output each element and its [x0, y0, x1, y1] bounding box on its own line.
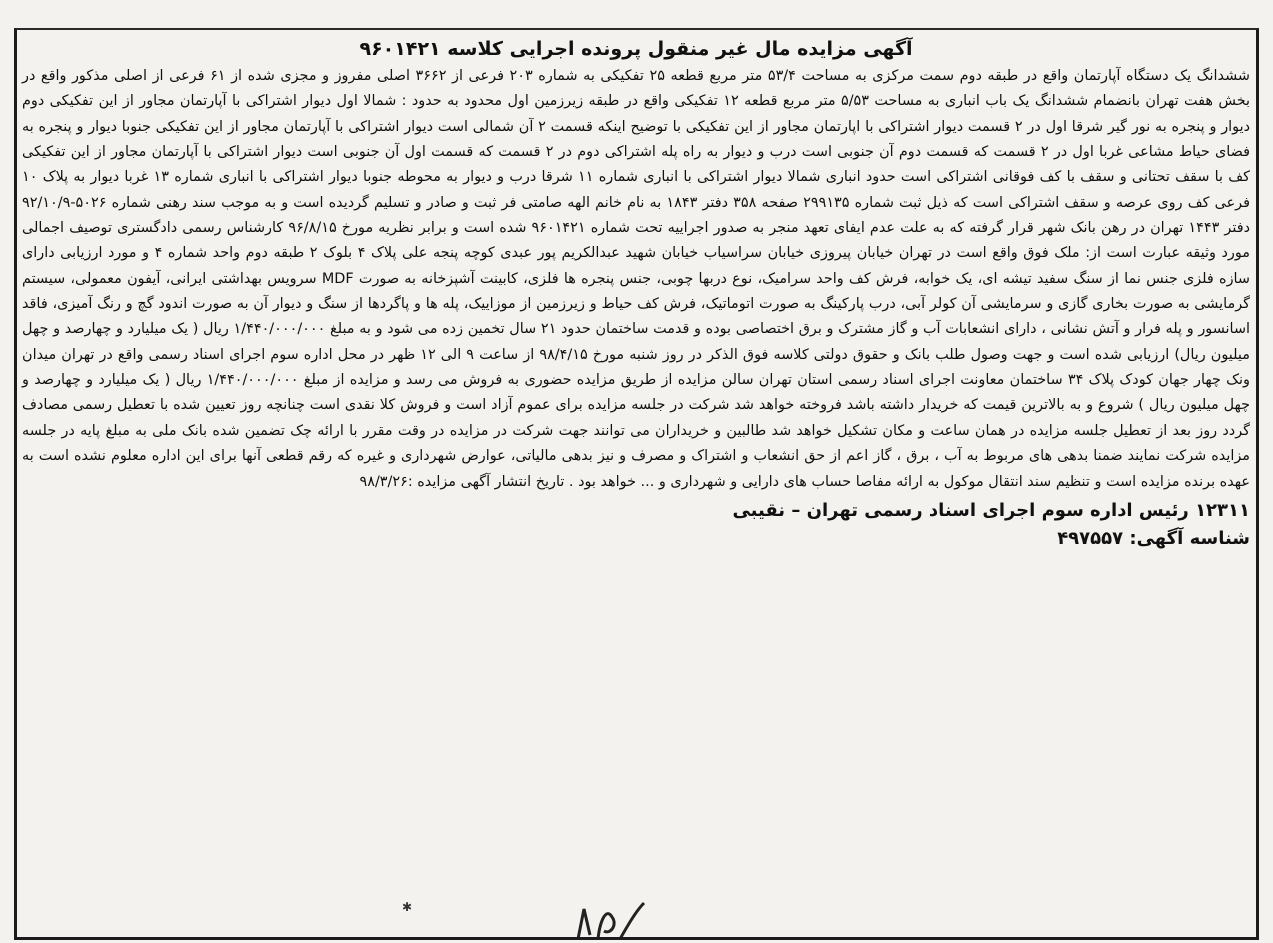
notice-ad-id: شناسه آگهی: ۴۹۷۵۵۷ [1057, 527, 1250, 549]
print-mark-icon: ✱ [402, 900, 413, 914]
notice-title: آگهی مزایده مال غیر منقول پرونده اجرایی کلاسه ۹۶۰۱۴۲۱ [359, 38, 913, 60]
notice-signature: ۱۲۳۱۱ رئیس اداره سوم اجرای اسناد رسمی تهران – نقیبی [732, 499, 1250, 521]
notice-body: ششدانگ یک دستگاه آپارتمان واقع در طبقه دوم سمت مرکزی به مساحت ۵۳/۴ متر مربع قطعه ۲۵ تفکیکی به شماره ۲۰۳ فرعی از ۳۶۶۲ اصلی مفروز و مجزی شده از ۶۱ فرعی از اصلی مذکور واقع در بخش هفت تهران بانضمام ششدانگ یک باب انباری به مساحت ۵/۵۳ متر مربع قطعه ۱۲ تفکیکی واقع در طبقه زیرزمین اول محدود به حدود : شمالا اول دیوار اشتراکی با آپارتمان مجاور از این تفکیکی دوم دیوار و پنجره به نور گیر شرقا اول در ۲ قسمت دیوار اشتراکی با اپارتمان مجاور از این تفکیکی با توضیح اینکه قسمت ۲ آن شمالی است دیوار اشتراکی با آپارتمان مجاور از این تفکیکی جنوبا دیوار و پنجره به فضای حیاط مشاعی غربا اول در ۲ قسمت که قسمت دوم آن جنوبی است درب و دیوار به راه پله اشتراکی دوم در ۲ قسمت که قسمت اول آن جنوبی است دیوار اشتراکی با آپارتمان مجاور از این تفکیکی کف با سقف تحتانی و سقف با کف فوقانی اشتراکی است حدود انباری شمالا دیوار اشتراکی با انباری شماره ۱۱ شرقا درب و دیوار به محوطه جنوبا دیوار اشتراکی با انباری شماره ۱۳ غربا دیوار به پلاک ۱۰ فرعی کف روی عرصه و سقف اشتراکی است که ذیل ثبت شماره ۲۹۹۱۳۵ صفحه ۳۵۸ دفتر ۱۸۴۳ به نام خانم الهه صامتی فر ثبت و صادر و تسلیم گردیده است و به موجب سند رهنی شماره ۵۰۲۶-۹۲/۱۰/۹ دفتر ۱۴۴۳ تهران در رهن بانک شهر قرار گرفته که به علت عدم ایفای تعهد منجر به صدور اجراییه تحت شماره ۹۶۰۱۴۲۱ شده است و برابر نظریه مورخ ۹۶/۸/۱۵ کارشناس رسمی دادگستری توصیف اجمالی مورد وثیقه عبارت است از: ملک فوق واقع است در تهران خیابان پیروزی خیابان سراسیاب خیابان شهید عبدالکریم پور عبدی کوچه پنجه علی پلاک ۴ بلوک ۲ طبقه دوم واحد شماره ۴ و مورد ارزیابی دارای سازه فلزی جنس نما از سنگ سفید تیشه ای، یک خوابه، فرش کف واحد سرامیک، نوع دربها چوبی، جنس پنجره ها فلزی، کابینت آشپزخانه به صورت MDF سرویس بهداشتی ایرانی، آیفون معمولی، سیستم گرمایشی به صورت بخاری گازی و سرمایشی آن کولر آبی، درب پارکینگ به صورت اتوماتیک، فرش کف حیاط و زیرزمین از موزاییک، پله ها و پاگردها از سنگ و دیوار آن به صورت اندود گچ و رنگ آمیزی، فاقد اسانسور و پله فرار و آتش نشانی ، دارای انشعابات آب و گاز مشترک و برق اختصاصی بوده و قدمت ساختمان حدود ۲۱ سال تخمین زده می شود و به مبلغ ۱/۴۴۰/۰۰۰/۰۰۰ ریال ( یک میلیارد و چهارصد و چهل میلیون ریال) ارزیابی شده است و جهت وصول طلب بانک و حقوق دولتی کلاسه فوق الذکر در روز شنبه مورخ ۹۸/۴/۱۵ از ساعت ۹ الی ۱۲ ظهر در محل اداره سوم اجرای اسناد رسمی واقع در تهران میدان ونک چهار جهان کودک پلاک ۳۴ ساختمان معاونت اجرای اسناد رسمی استان تهران سالن مزایده از طریق مزایده حضوری به فروش می رسد و مزایده از مبلغ ۱/۴۴۰/۰۰۰/۰۰۰ ریال ( یک میلیارد و چهارصد و چهل میلیون ریال ) شروع و به بالاترین قیمت که خریدار داشته باشد فروخته خواهد شد شرکت در جلسه مزایده برای عموم آزاد است و فروش کلا نقدی است چنانچه روز تعیین شده با تعطیل رسمی مصادف گردد روز بعد از تعطیل جلسه مزایده در همان ساعت و مکان تشکیل خواهد شد طالبین و خریداران می توانند جهت شرکت در مزایده در وقت مقرر با ارائه چک تضمین شده بانک ملی به مبلغ پایه در جلسه مزایده شرکت نمایند ضمنا بدهی های مربوط به آب ، برق ، گاز اعم از حق انشعاب و اشتراک و مصرف و نیز بدهی مالیاتی، عوارض شهرداری و غیره که رقم قطعی آنها برای این اداره معلوم نشده است به عهده برنده مزایده است و تنظیم سند انتقال موکول به ارائه مفاصا حساب های دارایی و شهرداری و ... خواهد بود . تاریخ انتشار آگهی مزایده :۹۸/۳/۲۶ [22, 68, 1251, 490]
auction-notice [22, 34, 1250, 553]
handwritten-mark-icon [570, 895, 660, 943]
bottom-divider [14, 937, 1259, 940]
